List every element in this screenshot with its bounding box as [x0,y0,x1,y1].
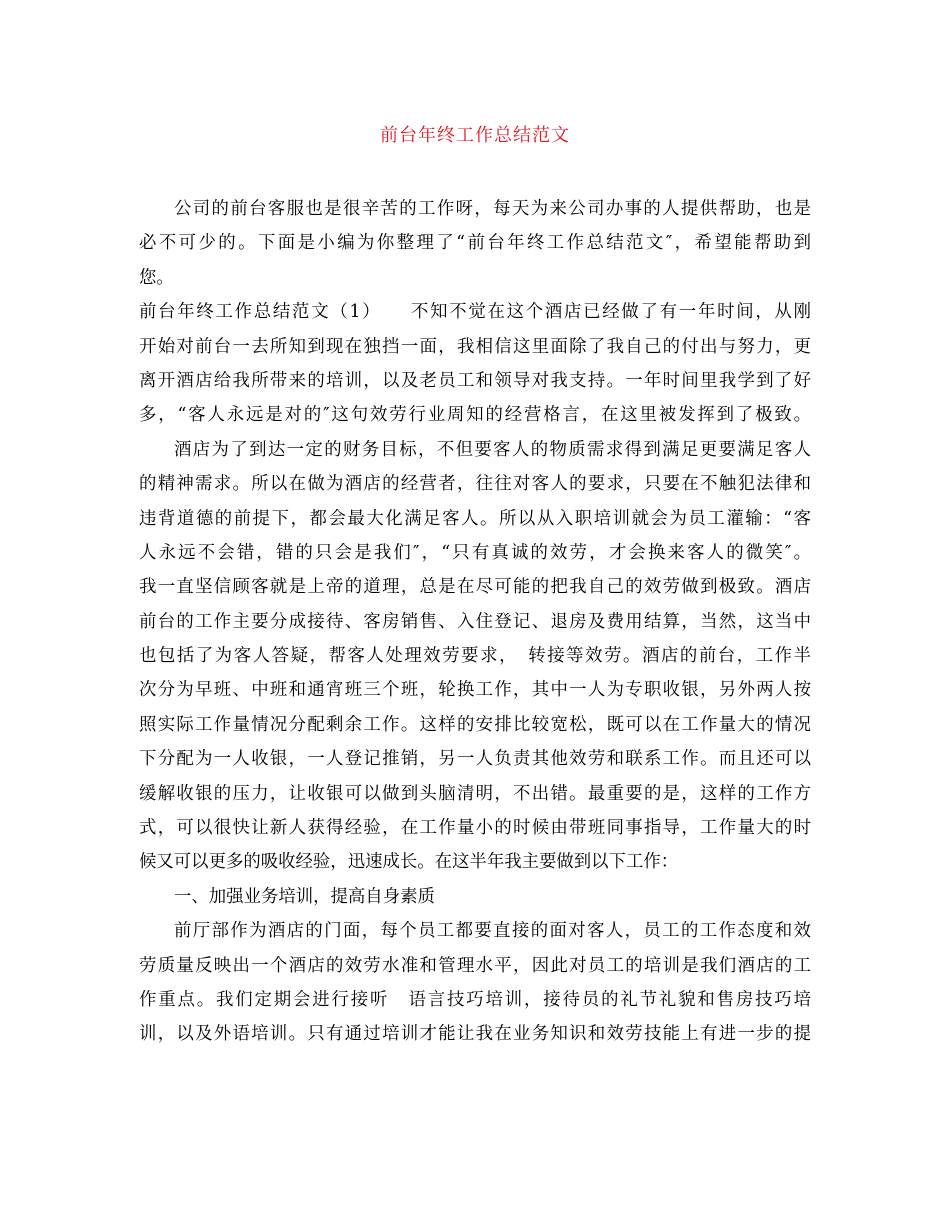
body-line: 您。 [139,267,174,288]
body-line: 的精神需求。所以在做为酒店的经营者，往往对客人的要求，只要在不触犯法律和 [139,474,811,495]
body-line: 也包括了为客人答疑，帮客人处理效劳要求， 转接等效劳。酒店的前台，工作半 [139,646,811,667]
body-line: 劳质量反映出一个酒店的效劳水准和管理水平，因此对员工的培训是我们酒店的工 [139,955,811,976]
document-title: 前台年终工作总结范文 [380,125,570,146]
body-line: 违背道德的前提下，都会最大化满足客人。所以从入职培训就会为员工灌输：“客 [139,508,811,529]
body-line: 开始对前台一去所知到现在独挡一面，我相信这里面除了我自己的付出与努力，更 [139,336,811,357]
body-line: 一、加强业务培训，提高自身素质 [174,886,435,907]
body-line: 次分为早班、中班和通宵班三个班，轮换工作，其中一人为专职收银，另外两人按 [139,680,811,701]
body-line: 下分配为一人收银，一人登记推销，另一人负责其他效劳和联系工作。而且还可以 [139,749,811,770]
body-line: 多，“客人永远是对的″这句效劳行业周知的经营格言，在这里被发挥到了极致。 [139,405,811,426]
body-line: 必不可少的。下面是小编为你整理了“前台年终工作总结范文″，希望能帮助到 [139,233,811,254]
body-line: 前厅部作为酒店的门面，每个员工都要直接的面对客人，员工的工作态度和效 [174,921,811,942]
body-line: 训，以及外语培训。只有通过培训才能让我在业务知识和效劳技能上有进一步的提 [139,1024,811,1045]
body-line: 式，可以很快让新人获得经验，在工作量小的时候由带班同事指导，工作量大的时 [139,818,811,839]
body-line: 作重点。我们定期会进行接听 语言技巧培训，接待员的礼节礼貌和售房技巧培 [139,989,811,1010]
body-line: 缓解收银的压力，让收银可以做到头脑清明，不出错。最重要的是，这样的工作方 [139,783,811,804]
body-line: 我一直坚信顾客就是上帝的道理，总是在尽可能的把我自己的效劳做到极致。酒店 [139,577,811,598]
document-body [139,192,811,1052]
body-line: 前台的工作主要分成接待、客房销售、入住登记、退房及费用结算，当然，这当中 [139,611,811,632]
body-line: 离开酒店给我所带来的培训，以及老员工和领导对我支持。一年时间里我学到了好 [139,370,811,391]
body-line: 候又可以更多的吸收经验，迅速成长。在这半年我主要做到以下工作： [139,852,679,873]
body-line: 照实际工作量情况分配剩余工作。这样的安排比较宽松，既可以在工作量大的情况 [139,714,811,735]
body-line: 前台年终工作总结范文（1） 不知不觉在这个酒店已经做了有一年时间，从刚 [139,302,811,323]
body-line: 公司的前台客服也是很辛苦的工作呀，每天为来公司办事的人提供帮助，也是 [174,199,811,219]
body-line: 人永远不会错，错的只会是我们″，“只有真诚的效劳，才会换来客人的微笑″。 [139,542,811,563]
body-line: 酒店为了到达一定的财务目标，不但要客人的物质需求得到满足更要满足客人 [174,439,811,460]
